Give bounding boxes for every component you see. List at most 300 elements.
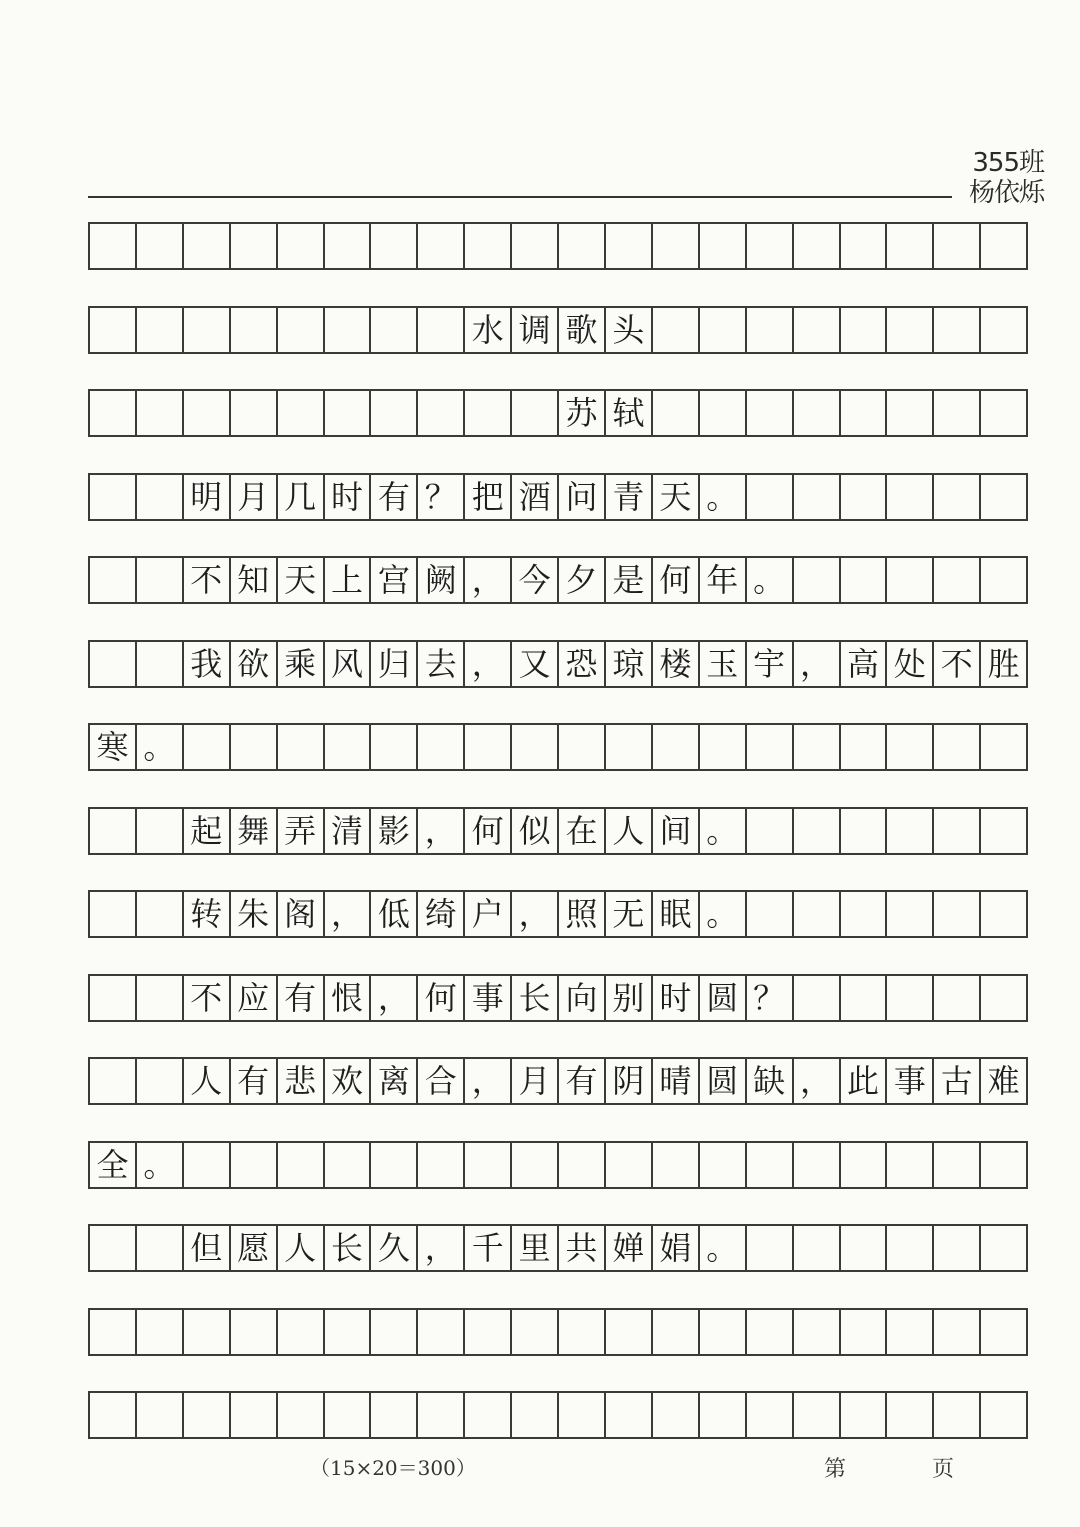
grid-cell [184,389,231,437]
grid-cell [934,1141,981,1189]
grid-cell: 宫 [371,556,418,604]
grid-cell: 舞 [231,807,278,855]
grid-cell [981,473,1028,521]
grid-cell: 此 [841,1057,888,1105]
grid-cell [981,974,1028,1022]
grid-cell [887,807,934,855]
grid-row [88,1224,1028,1272]
grid-cell [934,890,981,938]
grid-cell [794,389,841,437]
grid-cell: 但 [184,1224,231,1272]
grid-row [88,1308,1028,1356]
grid-cell: 共 [559,1224,606,1272]
grid-cell [653,1308,700,1356]
grid-cell [887,1391,934,1439]
grid-cell: 高 [841,640,888,688]
grid-cell [934,974,981,1022]
grid-cell [934,1224,981,1272]
grid-cell [794,1224,841,1272]
grid-cell: ？ [418,473,465,521]
grid-cell [887,1308,934,1356]
grid-cell [794,1308,841,1356]
grid-cell: 几 [278,473,325,521]
grid-cell: 调 [512,306,559,354]
grid-cell [325,1141,372,1189]
grid-cell: 酒 [512,473,559,521]
grid-cell [418,222,465,270]
grid-cell [231,723,278,771]
grid-cell [137,1224,184,1272]
grid-cell: 有 [371,473,418,521]
grid-cell [700,222,747,270]
grid-cell [887,473,934,521]
grid-cell: 事 [887,1057,934,1105]
grid-cell [747,473,794,521]
grid-count-label: （15×20＝300） [310,1456,476,1480]
grid-cell [934,306,981,354]
grid-cell [371,1141,418,1189]
grid-cell: 愿 [231,1224,278,1272]
grid-cell: 间 [653,807,700,855]
grid-cell [794,222,841,270]
grid-cell: 应 [231,974,278,1022]
grid-cell [841,1391,888,1439]
grid-cell: ， [418,807,465,855]
grid-cell [653,306,700,354]
grid-cell [465,389,512,437]
grid-cell [794,807,841,855]
grid-cell [512,1141,559,1189]
grid-cell [841,1308,888,1356]
grid-cell [231,1141,278,1189]
grid-cell: 胜 [981,640,1028,688]
grid-cell [325,1391,372,1439]
grid-cell: 去 [418,640,465,688]
grid-cell [794,723,841,771]
grid-cell: 人 [278,1224,325,1272]
grid-cell [934,807,981,855]
grid-cell [184,1308,231,1356]
grid-cell: 户 [465,890,512,938]
grid-cell [512,1391,559,1439]
grid-cell: 我 [184,640,231,688]
grid-cell: 问 [559,473,606,521]
grid-cell: 年 [700,556,747,604]
grid-cell [559,1308,606,1356]
grid-cell [184,723,231,771]
grid-cell: 欢 [325,1057,372,1105]
grid-cell [90,1057,137,1105]
grid-cell [325,222,372,270]
grid-cell [184,222,231,270]
grid-cell [418,1308,465,1356]
grid-cell [606,1391,653,1439]
grid-cell: 上 [325,556,372,604]
grid-cell [278,723,325,771]
grid-cell [887,389,934,437]
grid-cell [747,1141,794,1189]
grid-cell [418,389,465,437]
grid-cell [418,306,465,354]
grid-cell [90,222,137,270]
grid-cell: 归 [371,640,418,688]
grid-cell: 何 [465,807,512,855]
grid-row [88,306,1028,354]
grid-cell: 乘 [278,640,325,688]
grid-cell: 久 [371,1224,418,1272]
grid-cell: 。 [700,1224,747,1272]
grid-cell [231,1391,278,1439]
grid-cell [747,807,794,855]
grid-cell: 。 [700,473,747,521]
grid-cell: 夕 [559,556,606,604]
grid-cell [90,1224,137,1272]
grid-cell [887,306,934,354]
grid-cell [700,1141,747,1189]
grid-cell [841,222,888,270]
grid-cell [841,974,888,1022]
grid-cell: 里 [512,1224,559,1272]
grid-cell: ， [465,1057,512,1105]
grid-cell: 。 [700,890,747,938]
grid-cell: 人 [606,807,653,855]
grid-cell [90,473,137,521]
grid-cell [512,389,559,437]
grid-cell [700,306,747,354]
grid-cell [325,1308,372,1356]
grid-cell [747,723,794,771]
grid-cell [418,1391,465,1439]
grid-cell: 。 [137,1141,184,1189]
grid-cell: ， [325,890,372,938]
grid-cell: 青 [606,473,653,521]
grid-cell [981,1141,1028,1189]
grid-cell: 弄 [278,807,325,855]
grid-cell: 水 [465,306,512,354]
grid-row [88,723,1028,771]
grid-row [88,389,1028,437]
grid-cell: 向 [559,974,606,1022]
grid-cell [465,723,512,771]
grid-cell: 不 [184,556,231,604]
grid-cell [231,222,278,270]
grid-cell [981,890,1028,938]
grid-cell [606,1308,653,1356]
grid-cell [981,1224,1028,1272]
grid-cell [794,1391,841,1439]
grid-cell [887,222,934,270]
grid-cell: 朱 [231,890,278,938]
grid-cell [981,807,1028,855]
grid-cell [137,807,184,855]
grid-cell [231,389,278,437]
grid-cell [278,306,325,354]
grid-cell [90,640,137,688]
grid-cell: 。 [747,556,794,604]
grid-cell [981,556,1028,604]
grid-cell: 苏 [559,389,606,437]
grid-cell: 绮 [418,890,465,938]
grid-cell [747,890,794,938]
grid-cell [841,473,888,521]
grid-cell [934,1308,981,1356]
grid-cell [90,1308,137,1356]
grid-cell: 圆 [700,974,747,1022]
grid-cell [90,389,137,437]
grid-cell [841,890,888,938]
grid-cell: 知 [231,556,278,604]
grid-cell [371,389,418,437]
grid-cell: 何 [418,974,465,1022]
grid-cell [934,723,981,771]
grid-cell [90,556,137,604]
grid-cell [512,723,559,771]
grid-cell: ， [794,640,841,688]
grid-cell [981,389,1028,437]
grid-cell [887,1141,934,1189]
grid-cell: 。 [700,807,747,855]
grid-cell: 月 [512,1057,559,1105]
grid-cell [841,807,888,855]
grid-cell [887,1224,934,1272]
grid-row [88,1057,1028,1105]
grid-cell [700,1308,747,1356]
grid-cell: ， [512,890,559,938]
grid-cell [794,473,841,521]
grid-cell [981,306,1028,354]
grid-cell [90,890,137,938]
page-label-ye: 页 [932,1457,955,1482]
grid-cell [887,890,934,938]
grid-cell: 阴 [606,1057,653,1105]
grid-cell: 全 [90,1141,137,1189]
grid-cell [371,1391,418,1439]
grid-cell [371,723,418,771]
grid-cell [934,1391,981,1439]
grid-cell [653,723,700,771]
grid-cell [981,1391,1028,1439]
grid-cell [981,222,1028,270]
grid-cell: 在 [559,807,606,855]
grid-cell [137,306,184,354]
grid-cell [137,640,184,688]
grid-cell [981,1308,1028,1356]
grid-cell: 处 [887,640,934,688]
grid-cell: 别 [606,974,653,1022]
grid-cell [841,306,888,354]
grid-cell [512,222,559,270]
grid-cell: 今 [512,556,559,604]
grid-cell [512,1308,559,1356]
grid-cell: 起 [184,807,231,855]
grid-cell [231,1308,278,1356]
grid-cell [137,389,184,437]
grid-cell [747,389,794,437]
grid-cell: 轼 [606,389,653,437]
grid-cell: ， [418,1224,465,1272]
grid-cell: 天 [653,473,700,521]
grid-cell: 把 [465,473,512,521]
grid-cell: ？ [747,974,794,1022]
grid-row [88,640,1028,688]
grid-cell [418,723,465,771]
grid-cell [371,1308,418,1356]
grid-cell [794,556,841,604]
grid-cell: 楼 [653,640,700,688]
grid-cell: ， [371,974,418,1022]
grid-cell [887,723,934,771]
grid-cell [934,473,981,521]
grid-cell [934,222,981,270]
grid-cell: 千 [465,1224,512,1272]
grid-cell: 时 [653,974,700,1022]
grid-row [88,890,1028,938]
grid-cell [934,389,981,437]
grid-cell: 寒 [90,723,137,771]
grid-cell [747,1391,794,1439]
grid-cell [90,1391,137,1439]
grid-cell: 古 [934,1057,981,1105]
grid-cell [559,1141,606,1189]
grid-cell [137,1057,184,1105]
author-signature [934,148,1044,208]
grid-cell [794,306,841,354]
grid-cell [325,389,372,437]
grid-cell: ， [465,640,512,688]
grid-row [88,974,1028,1022]
grid-cell [90,974,137,1022]
grid-cell [137,1391,184,1439]
grid-cell: 照 [559,890,606,938]
grid-cell: 阙 [418,556,465,604]
grid-cell: 有 [278,974,325,1022]
grid-cell: 晴 [653,1057,700,1105]
grid-cell [278,389,325,437]
grid-cell: 不 [934,640,981,688]
grid-cell: 玉 [700,640,747,688]
grid-cell [794,890,841,938]
grid-cell: 又 [512,640,559,688]
grid-cell: ， [794,1057,841,1105]
grid-cell [841,723,888,771]
grid-cell [747,1308,794,1356]
page-label-di: 第 [824,1457,847,1482]
grid-cell [653,1391,700,1439]
grid-cell: 风 [325,640,372,688]
grid-cell [278,1141,325,1189]
grid-cell: 影 [371,807,418,855]
grid-cell [653,222,700,270]
grid-cell: 琼 [606,640,653,688]
grid-cell [559,723,606,771]
grid-cell: 长 [325,1224,372,1272]
grid-cell [606,222,653,270]
grid-cell: 有 [231,1057,278,1105]
grid-cell [278,1308,325,1356]
grid-cell [794,974,841,1022]
grid-cell [418,1141,465,1189]
grid-cell [887,556,934,604]
grid-cell: 人 [184,1057,231,1105]
grid-cell: 难 [981,1057,1028,1105]
grid-cell: 娟 [653,1224,700,1272]
grid-row [88,222,1028,270]
grid-cell: 时 [325,473,372,521]
grid-cell [887,974,934,1022]
grid-cell: 恐 [559,640,606,688]
grid-cell [653,1141,700,1189]
grid-cell [231,306,278,354]
grid-cell [700,723,747,771]
grid-row [88,1391,1028,1439]
grid-cell: 不 [184,974,231,1022]
grid-cell [700,389,747,437]
top-rule [88,196,952,198]
grid-cell: 低 [371,890,418,938]
grid-cell: 合 [418,1057,465,1105]
grid-cell: 长 [512,974,559,1022]
grid-cell [606,723,653,771]
grid-cell: 离 [371,1057,418,1105]
grid-cell [278,222,325,270]
grid-cell: 阁 [278,890,325,938]
grid-row [88,556,1028,604]
grid-cell [747,222,794,270]
grid-cell [747,1224,794,1272]
grid-cell [90,306,137,354]
grid-cell [137,473,184,521]
grid-cell [137,890,184,938]
grid-cell [137,556,184,604]
grid-cell [278,1391,325,1439]
grid-cell [137,1308,184,1356]
grid-cell [371,306,418,354]
grid-cell [559,222,606,270]
grid-cell [325,723,372,771]
grid-cell: 圆 [700,1057,747,1105]
class-label: 355班 [972,148,1044,178]
grid-cell: ， [465,556,512,604]
grid-row [88,807,1028,855]
grid-cell [841,1141,888,1189]
grid-cell: 缺 [747,1057,794,1105]
grid-cell [184,1141,231,1189]
grid-cell [606,1141,653,1189]
grid-row [88,473,1028,521]
grid-cell [934,556,981,604]
grid-cell: 。 [137,723,184,771]
grid-cell: 婵 [606,1224,653,1272]
grid-cell [137,974,184,1022]
student-name: 杨依烁 [968,178,1044,208]
grid-cell: 欲 [231,640,278,688]
grid-cell: 有 [559,1057,606,1105]
grid-cell [747,306,794,354]
grid-cell [184,1391,231,1439]
grid-cell: 歌 [559,306,606,354]
grid-cell [137,222,184,270]
grid-cell [184,306,231,354]
grid-cell: 似 [512,807,559,855]
grid-cell: 眠 [653,890,700,938]
grid-cell [90,807,137,855]
grid-cell [465,1308,512,1356]
grid-cell: 宇 [747,640,794,688]
grid-cell: 天 [278,556,325,604]
grid-cell: 无 [606,890,653,938]
grid-cell: 清 [325,807,372,855]
grid-cell: 何 [653,556,700,604]
